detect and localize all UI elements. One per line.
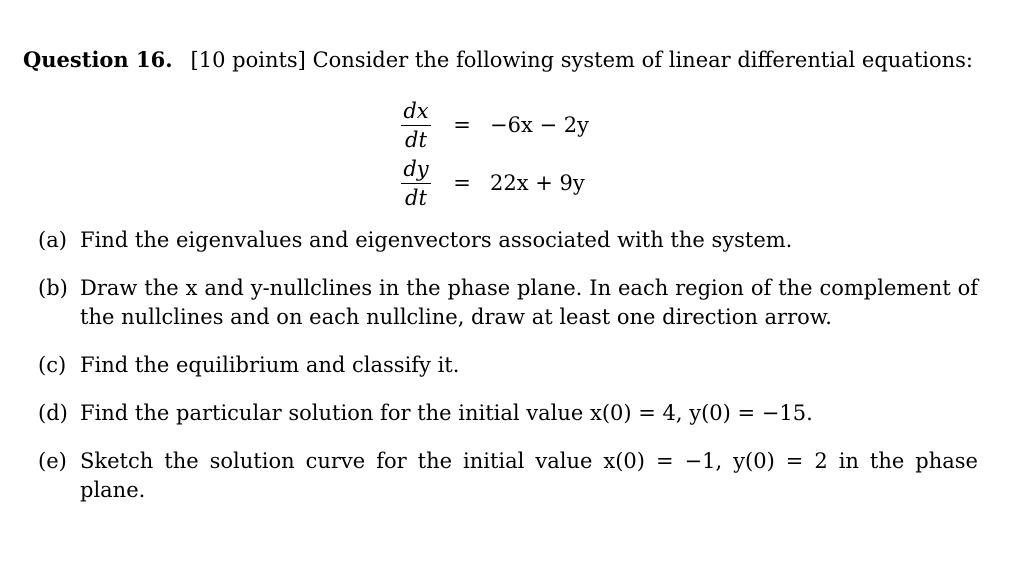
fraction-numerator: dx bbox=[401, 99, 430, 126]
part-e bbox=[38, 447, 978, 505]
part-label: (c) bbox=[38, 353, 67, 377]
fraction-numerator: dy bbox=[401, 157, 430, 184]
equation-rhs: 22x + 9y bbox=[490, 171, 585, 195]
question-intro: Consider the following system of linear differential equations: bbox=[312, 48, 974, 72]
part-label: (d) bbox=[38, 401, 68, 425]
part-c bbox=[38, 351, 978, 380]
part-label: (a) bbox=[38, 228, 67, 252]
equation-row-dx bbox=[398, 96, 618, 154]
part-text: Find the eigenvalues and eigenvectors associated with the system. bbox=[80, 228, 793, 252]
question-label: Question 16. bbox=[23, 47, 173, 72]
fraction-dx-dt bbox=[398, 99, 434, 152]
part-label: (b) bbox=[38, 276, 68, 300]
part-label: (e) bbox=[38, 449, 67, 473]
part-text: Sketch the solution curve for the initial value x(0) = −1, y(0) = 2 in the phase plane. bbox=[80, 449, 978, 502]
fraction-denominator: dt bbox=[405, 185, 427, 210]
part-d bbox=[38, 399, 978, 428]
part-text: Find the equilibrium and classify it. bbox=[80, 353, 460, 377]
fraction-dy-dt bbox=[398, 157, 434, 210]
equals-sign: = bbox=[453, 113, 471, 137]
question-points: [10 points] bbox=[190, 48, 306, 72]
equation-row-dy bbox=[398, 154, 618, 212]
question-header bbox=[23, 46, 973, 74]
part-text: Find the particular solution for the initial value x(0) = 4, y(0) = −15. bbox=[80, 401, 813, 425]
part-b bbox=[38, 274, 978, 332]
question-parts bbox=[38, 226, 978, 524]
part-a bbox=[38, 226, 978, 255]
part-text: Draw the x and y-nullclines in the phase plane. In each region of the complement of the nullclines and on each nullcline, draw at least one direction arrow. bbox=[80, 276, 978, 329]
equation-system bbox=[398, 96, 618, 212]
fraction-denominator: dt bbox=[405, 127, 427, 152]
equation-rhs: −6x − 2y bbox=[490, 113, 589, 137]
equals-sign: = bbox=[453, 171, 471, 195]
